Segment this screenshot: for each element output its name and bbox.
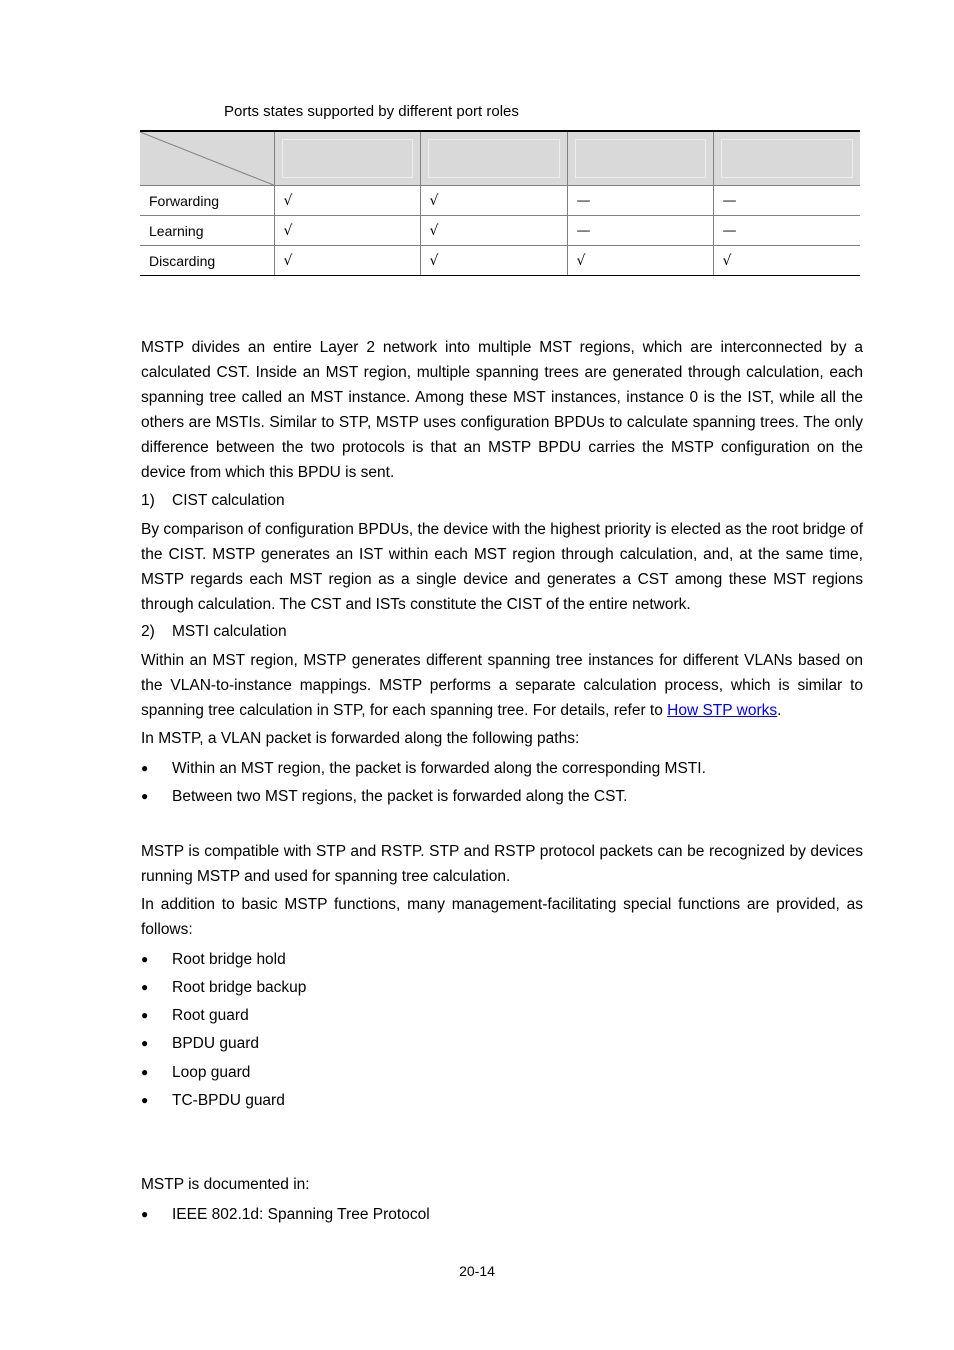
table-header-row: [140, 131, 860, 186]
msti-heading-text: MSTI calculation: [172, 623, 287, 640]
header-cell: [713, 131, 860, 186]
table-caption: Ports states supported by different port roles: [224, 103, 519, 120]
diagonal-divider: [140, 132, 274, 185]
header-corner-cell: [140, 131, 274, 186]
bullet-icon: ●: [141, 789, 149, 803]
msti-number: 2): [141, 623, 155, 640]
list-item: ● BPDU guard: [141, 1032, 259, 1055]
msti-text: Within an MST region, MSTP generates different spanning tree instances for different VLANs based on the VLAN-to-instance mappings. MSTP performs a separate calculation process, which is similar to spanning tree calculation in STP, for each spanning tree. For details, refer to: [141, 652, 863, 719]
support-cell: √: [420, 216, 567, 246]
support-cell: √: [274, 246, 420, 276]
cist-paragraph: By comparison of configuration BPDUs, the device with the highest priority is elected as the root bridge of the CIST. MSTP generates an IST within each MST region through calculation, and, at the same time, MSTP regards each MST region as a single device and generates a CST among these MST regions through calculation. The CST and ISTs constitute the CIST of the entire network.: [141, 521, 863, 613]
msti-heading: [141, 621, 287, 643]
bullet-icon: ●: [141, 1008, 149, 1022]
list-item: ● IEEE 802.1d: Spanning Tree Protocol: [141, 1203, 430, 1226]
bullet-icon: ●: [141, 980, 149, 994]
bullet-icon: ●: [141, 1207, 149, 1221]
how-stp-works-link[interactable]: How STP works: [667, 702, 778, 719]
list-item: ● Loop guard: [141, 1061, 250, 1084]
msti-paragraph: [141, 648, 863, 723]
support-cell: √: [567, 246, 713, 276]
docs-intro: MSTP is documented in:: [141, 1176, 310, 1193]
support-cell: —: [713, 186, 860, 216]
list-item: ● Root guard: [141, 1004, 249, 1027]
list-item: ● Between two MST regions, the packet is forwarded along the CST.: [141, 785, 627, 808]
compat-paragraph: MSTP is compatible with STP and RSTP. STP and RSTP protocol packets can be recognized by devices running MSTP and used for spanning tree calculation.: [141, 843, 863, 885]
support-cell: √: [420, 246, 567, 276]
cist-heading: [141, 490, 285, 512]
table-row: [140, 216, 860, 246]
bullet-icon: ●: [141, 952, 149, 966]
functions-section: [141, 892, 863, 942]
cist-number: 1): [141, 492, 155, 509]
bullet-icon: ●: [141, 1093, 149, 1107]
support-cell: √: [420, 186, 567, 216]
state-cell: Discarding: [140, 246, 274, 276]
table-row: [140, 186, 860, 216]
header-cell: [274, 131, 420, 186]
port-states-table: [140, 130, 860, 276]
bullet-icon: ●: [141, 1036, 149, 1050]
list-item: ● Within an MST region, the packet is forwarded along the corresponding MSTI.: [141, 757, 706, 780]
support-cell: √: [713, 246, 860, 276]
support-cell: —: [567, 216, 713, 246]
intro-paragraph: MSTP divides an entire Layer 2 network into multiple MST regions, which are interconnected by a calculated CST. Inside an MST region, multiple spanning trees are generated through calculation, each spanning tree called an MST instance. Among these MST instances, instance 0 is the IST, while all the others are MSTIs. Similar to STP, MSTP uses configuration BPDUs to calculate spanning trees. The only difference between the two protocols is that an MSTP BPDU carries the MSTP configuration on the device from which this BPDU is sent.: [141, 339, 863, 481]
page-number: 20-14: [459, 1263, 495, 1279]
support-cell: —: [713, 216, 860, 246]
bullet-icon: ●: [141, 761, 149, 775]
support-cell: —: [567, 186, 713, 216]
header-cell: [420, 131, 567, 186]
msti-section: [141, 648, 863, 723]
state-cell: Forwarding: [140, 186, 274, 216]
header-cell: [567, 131, 713, 186]
compat-section: [141, 839, 863, 889]
bullet-icon: ●: [141, 1065, 149, 1079]
intro-section: [141, 335, 863, 485]
cist-section: [141, 517, 863, 617]
cist-heading-text: CIST calculation: [172, 492, 285, 509]
table-row: [140, 246, 860, 276]
list-item: ● TC-BPDU guard: [141, 1089, 285, 1112]
state-cell: Learning: [140, 216, 274, 246]
support-cell: √: [274, 216, 420, 246]
list-item: ● Root bridge hold: [141, 948, 286, 971]
list-item: ● Root bridge backup: [141, 976, 306, 999]
functions-intro: In addition to basic MSTP functions, many management-facilitating special functions are provided, as follows:: [141, 896, 863, 938]
msti-text-end: .: [777, 702, 782, 719]
support-cell: √: [274, 186, 420, 216]
paths-intro: In MSTP, a VLAN packet is forwarded along the following paths:: [141, 730, 580, 747]
